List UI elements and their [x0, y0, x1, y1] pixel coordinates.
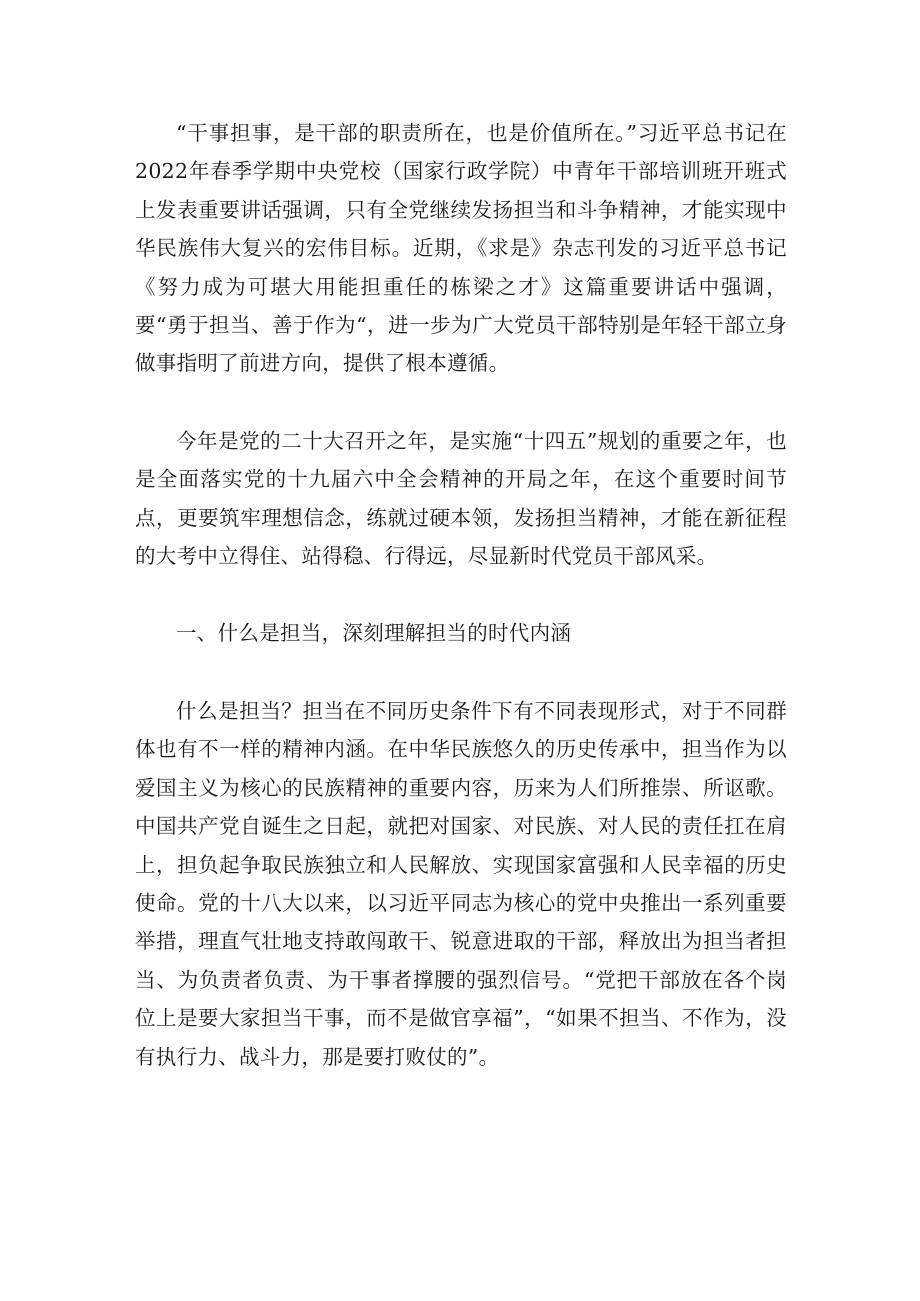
- document-body: [135, 114, 787, 1115]
- section-heading: 一、什么是担当，深刻理解担当的时代内涵: [176, 621, 572, 646]
- paragraph-context: 今年是党的二十大召开之年，是实施“十四五”规划的重要之年，也是全面落实党的十九届六中全会精神的开局之年，在这个重要时间节点，更要筑牢理想信念，练就过硬本领，发扬担当精神，才能在新征程的大考中立得住、站得稳、行得远，尽显新时代党员干部风采。: [135, 428, 787, 569]
- paragraph-intro: “干事担事，是干部的职责所在，也是价值所在。”习近平总书记在2022年春季学期中央党校（国家行政学院）中青年干部培训班开班式上发表重要讲话强调，只有全党继续发扬担当和斗争精神，才能实现中华民族伟大复兴的宏伟目标。近期，《求是》杂志刊发的习近平总书记《努力成为可堪大用能担重任的栋梁之才》这篇重要讲话中强调，要“勇于担当、善于作为“，进一步为广大党员干部特别是年轻干部立身做事指明了前进方向，提供了根本遵循。: [135, 121, 787, 376]
- paragraph-section-body: 什么是担当？担当在不同历史条件下有不同表现形式，对于不同群体也有不一样的精神内涵。在中华民族悠久的历史传承中，担当作为以爱国主义为核心的民族精神的重要内容，历来为人们所推崇、所讴歌。中国共产党自诞生之日起，就把对国家、对民族、对人民的责任扛在肩上，担负起争取民族独立和人民解放、实现国家富强和人民幸福的历史使命。党的十八大以来，以习近平同志为核心的党中央推出一系列重要举措，理直气壮地支持敢闯敢干、锐意进取的干部，释放出为担当者担当、为负责者负责、为干事者撑腰的强烈信号。“党把干部放在各个岗位上是要大家担当干事，而不是做官享福”，“如果不担当、不作为，没有执行力、战斗力，那是要打败仗的”。: [135, 698, 787, 1069]
